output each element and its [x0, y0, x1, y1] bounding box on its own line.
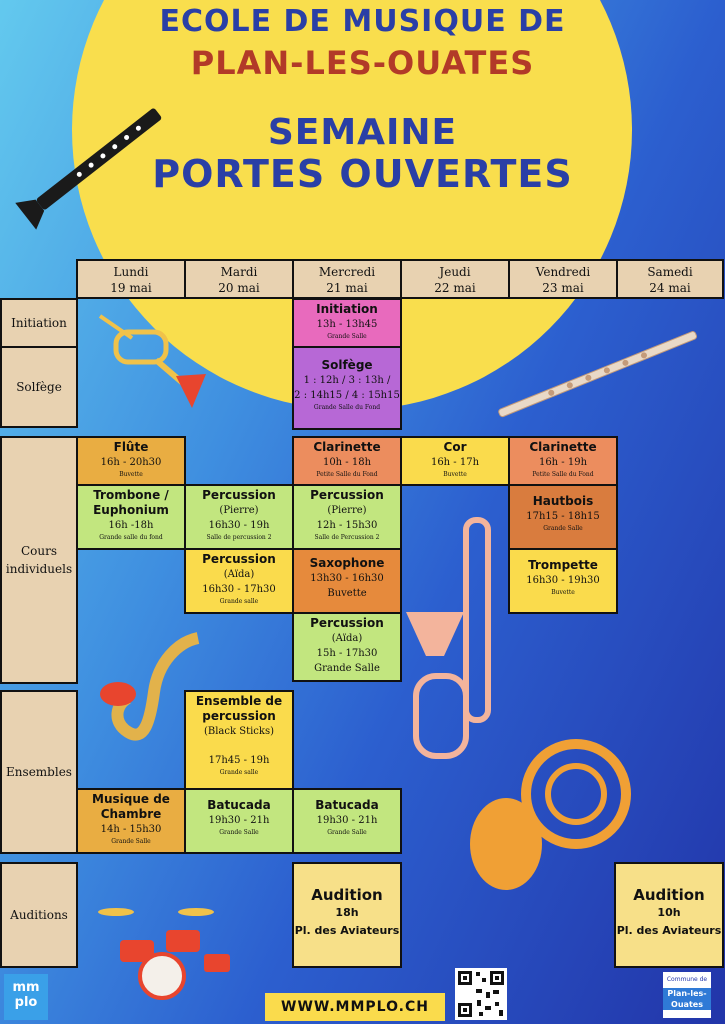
- mmplo-logo: mm plo: [4, 974, 48, 1020]
- saxophone-icon: [98, 632, 208, 748]
- event-audition-mercredi: Audition 18h Pl. des Aviateurs: [292, 862, 402, 968]
- row-header-cours-individuels: Cours individuels: [0, 436, 78, 684]
- french-horn-icon: [466, 704, 646, 894]
- event-cor: Cor 16h - 17h Buvette: [400, 436, 510, 486]
- day-header-jeudi: Jeudi 22 mai: [400, 259, 510, 299]
- event-batucada-mardi: Batucada 19h30 - 21h Grande Salle: [184, 788, 294, 854]
- event-initiation: Initiation 13h - 13h45 Grande Salle: [292, 298, 402, 348]
- event-trompette: Trompette 16h30 - 19h30 Buvette: [508, 548, 618, 614]
- event-percussion-aida-mercredi: Percussion (Aïda) 15h - 17h30 Grande Salle: [292, 612, 402, 682]
- row-header-initiation: Initiation: [0, 298, 78, 348]
- day-header-mercredi: Mercredi 21 mai: [292, 259, 402, 299]
- event-batucada-mercredi: Batucada 19h30 - 21h Grande Salle: [292, 788, 402, 854]
- event-clarinette-vendredi: Clarinette 16h - 19h Petite Salle du Fond: [508, 436, 618, 486]
- clarinet-icon: [14, 84, 184, 234]
- drum-kit-icon: [96, 904, 236, 1000]
- event-percussion-mercredi: Percussion (Pierre) 12h - 15h30 Salle de Percussion 2: [292, 484, 402, 550]
- title-line-3: SEMAINE: [267, 112, 458, 153]
- event-flute: Flûte 16h - 20h30 Buvette: [76, 436, 186, 486]
- day-header-vendredi: Vendredi 23 mai: [508, 259, 618, 299]
- trumpet-icon: [96, 304, 208, 412]
- row-header-auditions: Auditions: [0, 862, 78, 968]
- commune-logo: Commune de Plan-les-Ouates: [663, 972, 711, 1018]
- row-header-ensembles: Ensembles: [0, 690, 78, 854]
- row-header-solfege: Solfège: [0, 346, 78, 428]
- event-musique-de-chambre: Musique de Chambre 14h - 15h30 Grande Salle: [76, 788, 186, 854]
- day-header-lundi: Lundi 19 mai: [76, 259, 186, 299]
- event-solfege: Solfège 1 : 12h / 3 : 13h / 2 : 14h15 / 4 : 15h15 Grande Salle du Fond: [292, 346, 402, 430]
- event-trombone-euphonium: Trombone / Euphonium 16h -18h Grande salle du fond: [76, 484, 186, 550]
- website-url[interactable]: WWW.MMPLO.CH: [265, 993, 445, 1021]
- event-clarinette-mercredi: Clarinette 10h - 18h Petite Salle du Fond: [292, 436, 402, 486]
- event-audition-samedi: Audition 10h Pl. des Aviateurs: [614, 862, 724, 968]
- event-percussion-mardi: Percussion (Pierre) 16h30 - 19h Salle de percussion 2: [184, 484, 294, 550]
- event-saxophone: Saxophone 13h30 - 16h30 Buvette: [292, 548, 402, 614]
- event-hautbois: Hautbois 17h15 - 18h15 Grande Salle: [508, 484, 618, 550]
- event-percussion-aida-mardi: Percussion (Aïda) 16h30 - 17h30 Grande salle: [184, 548, 294, 614]
- event-ensemble-percussion: Ensemble de percussion (Black Sticks) 17h45 - 19h Grande salle: [184, 690, 294, 790]
- title-line-4: PORTES OUVERTES: [152, 152, 573, 196]
- day-header-mardi: Mardi 20 mai: [184, 259, 294, 299]
- flute-icon: [488, 320, 708, 430]
- title-line-1: ECOLE DE MUSIQUE DE: [159, 4, 566, 39]
- qr-code-icon[interactable]: [455, 968, 507, 1020]
- day-header-samedi: Samedi 24 mai: [616, 259, 724, 299]
- title-line-2: PLAN-LES-OUATES: [190, 44, 535, 82]
